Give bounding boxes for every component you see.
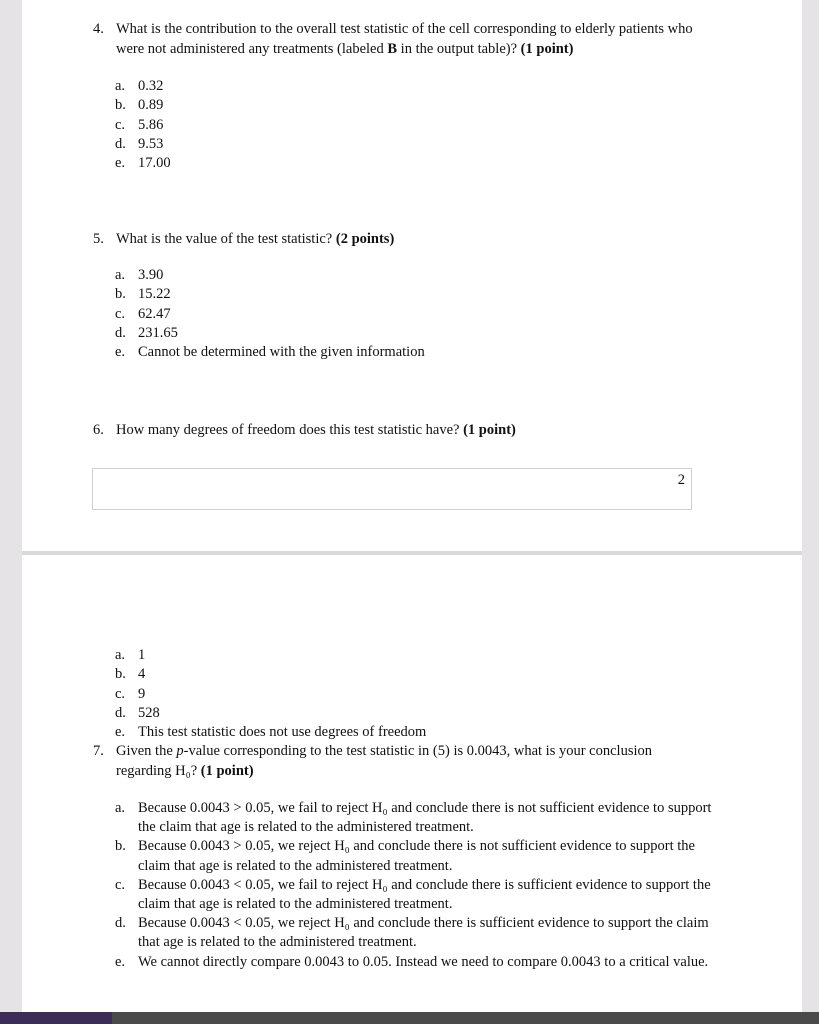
question-text: Given the p-value corresponding to the test statistic in (5) is 0.0043, what is your conclusion regarding H₀? (1 point) (116, 743, 653, 779)
question-number: 7. (93, 743, 104, 759)
question-5 (93, 229, 693, 249)
question-points: (1 point) (463, 422, 516, 438)
option-b: b. 0.89 (115, 97, 164, 114)
bottom-accent-bar (0, 1012, 112, 1024)
option-a: a. 0.32 (115, 78, 164, 94)
question-4-options (115, 77, 715, 173)
question-7-options (115, 799, 715, 972)
question-points: (1 point) (200, 763, 254, 779)
option-d: d. 231.65 (115, 324, 178, 341)
option-b: b. 4 (115, 666, 146, 683)
question-number: 6. (93, 422, 104, 438)
option-c: c. 5.86 (115, 116, 164, 133)
option-e: e. We cannot directly compare 0.0043 to 0.05. Instead we need to compare 0.0043 to a critical value. (115, 953, 709, 970)
question-7 (93, 741, 693, 781)
question-4 (93, 19, 693, 59)
question-text: What is the value of the test statistic? (2 points) (116, 231, 395, 247)
bottom-scroll-bar (0, 1012, 819, 1024)
option-a: a. Because 0.0043 > 0.05, we fail to reject H₀ and conclude there is not sufficient evidence to support the claim that age is related to the administered treatment. (115, 800, 712, 836)
question-5-options (115, 266, 715, 362)
option-e: e. 17.00 (115, 155, 171, 172)
option-a: a. 1 (115, 647, 146, 663)
question-number: 4. (93, 21, 104, 37)
question-number: 5. (93, 231, 104, 247)
question-6 (93, 420, 693, 440)
question-text: What is the contribution to the overall test statistic of the cell corresponding to elderly patients who were not administered any treatments (labeled B in the output table)? (1 point) (116, 21, 693, 57)
option-c: c. Because 0.0043 < 0.05, we fail to reject H₀ and conclude there is sufficient evidence to support the claim that age is related to the administered treatment. (115, 876, 711, 913)
question-points: (1 point) (520, 41, 574, 57)
option-b: b. Because 0.0043 > 0.05, we reject H₀ and conclude there is not sufficient evidence to support the claim that age is related to the administered treatment. (115, 838, 695, 874)
option-d: d. 9.53 (115, 135, 164, 152)
option-b: b. 15.22 (115, 286, 171, 303)
question-6-options (115, 646, 715, 742)
option-e: e. This test statistic does not use degrees of freedom (115, 724, 427, 741)
option-d: d. 528 (115, 704, 160, 721)
question-points: (2 points) (335, 231, 395, 247)
option-a: a. 3.90 (115, 267, 164, 283)
option-d: d. Because 0.0043 < 0.05, we reject H₀ and conclude there is sufficient evidence to support the claim that age is related to the administered treatment. (115, 915, 709, 951)
question-text: How many degrees of freedom does this test statistic have? (1 point) (116, 422, 516, 438)
answer-input-box[interactable] (92, 468, 692, 510)
option-c: c. 62.47 (115, 305, 171, 322)
option-c: c. 9 (115, 685, 146, 702)
option-e: e. Cannot be determined with the given information (115, 344, 425, 361)
answer-value: 2 (677, 472, 685, 488)
